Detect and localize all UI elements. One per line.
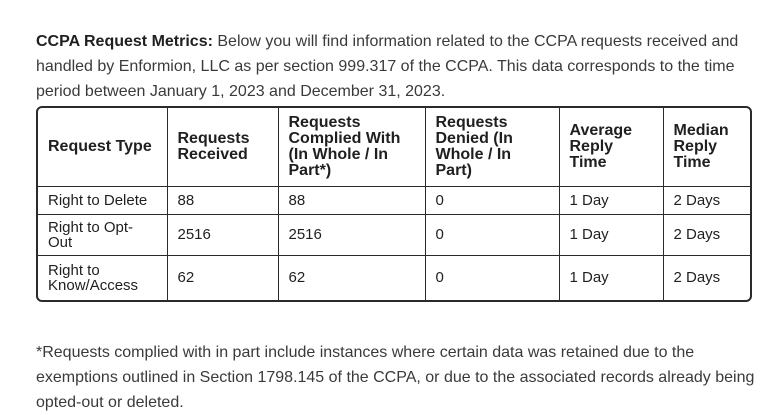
cell-request-type: Right to Delete <box>38 187 167 214</box>
cell-requests-complied: 88 <box>278 187 425 214</box>
header-average-reply-time: Average Reply Time <box>559 108 663 187</box>
cell-requests-received: 2516 <box>167 214 278 255</box>
header-requests-denied: Requests Denied (In Whole / In Part) <box>425 108 559 187</box>
cell-median-reply-time: 2 Days <box>663 187 750 214</box>
header-median-reply-time: Median Reply Time <box>663 108 750 187</box>
ccpa-metrics-table <box>38 108 750 300</box>
cell-average-reply-time: 1 Day <box>559 214 663 255</box>
table-row <box>38 255 750 300</box>
cell-median-reply-time: 2 Days <box>663 214 750 255</box>
cell-requests-complied: 62 <box>278 255 425 300</box>
footnote: *Requests complied with in part include instances where certain data was retained due to the exemptions outlined in Section 1798.145 of the CCPA, or due to the associated records already being opted-out or deleted. <box>36 344 755 411</box>
intro-paragraph <box>36 29 756 104</box>
header-request-type: Request Type <box>38 108 167 187</box>
table-header-row <box>38 108 750 187</box>
intro-text: Below you will find information related to the CCPA requests received and handled by Enformion, LLC as per section 999.317 of the CCPA. This data corresponds to the time period between January 1, 2023 and December 31, 2023. <box>36 33 739 100</box>
cell-requests-denied: 0 <box>425 255 559 300</box>
cell-average-reply-time: 1 Day <box>559 255 663 300</box>
cell-requests-denied: 0 <box>425 187 559 214</box>
cell-average-reply-time: 1 Day <box>559 187 663 214</box>
cell-requests-denied: 0 <box>425 214 559 255</box>
ccpa-metrics-table-container <box>36 106 752 302</box>
cell-requests-received: 88 <box>167 187 278 214</box>
header-requests-received: Requests Received <box>167 108 278 187</box>
cell-requests-received: 62 <box>167 255 278 300</box>
cell-request-type: Right to Know/Access <box>38 255 167 300</box>
table-row <box>38 187 750 214</box>
intro-heading: CCPA Request Metrics: <box>36 33 213 50</box>
cell-requests-complied: 2516 <box>278 214 425 255</box>
cell-request-type: Right to Opt-Out <box>38 214 167 255</box>
table-row <box>38 214 750 255</box>
header-requests-complied: Requests Complied With (In Whole / In Part*) <box>278 108 425 187</box>
cell-median-reply-time: 2 Days <box>663 255 750 300</box>
